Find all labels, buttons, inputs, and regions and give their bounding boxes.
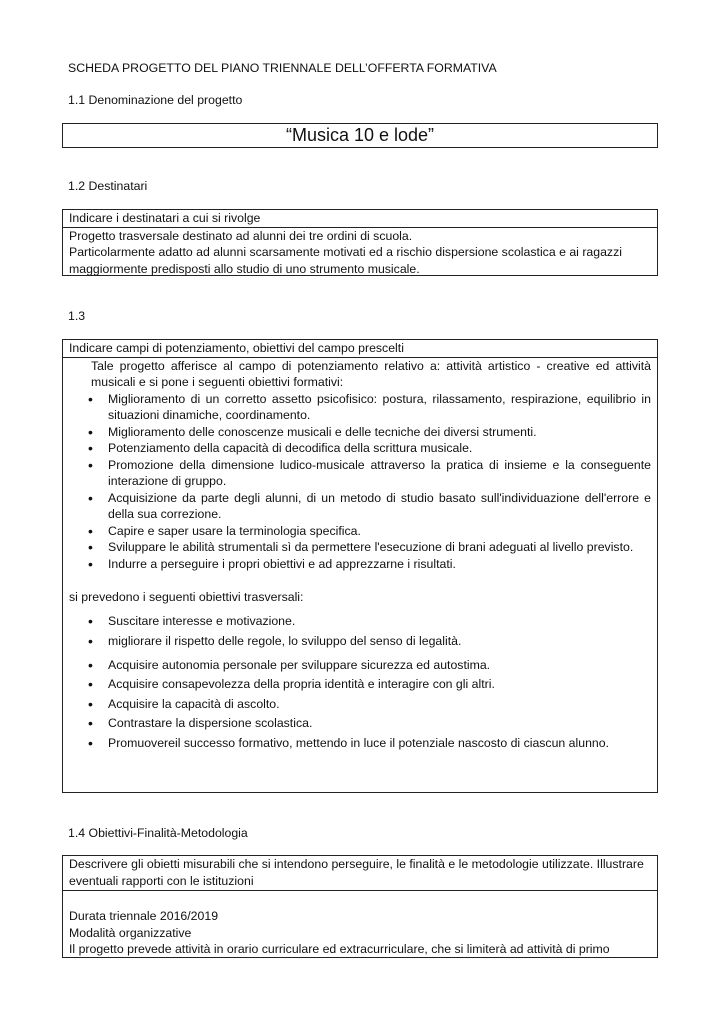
transversal-item: • Promuovereil successo formativo, mettendo in luce il potenziale nascosto di ciascun alunno. [63, 735, 651, 752]
enhancement-table [62, 339, 658, 793]
section-1-3-label: 1.3 [68, 309, 86, 323]
enhancement-header: Indicare campi di potenziamento, obiettivi del campo prescelti [63, 340, 657, 358]
transversal-item: • Acquisire autonomia personale per sviluppare sicurezza ed autostima. [63, 657, 651, 674]
section-1-2-label: 1.2 Destinatari [68, 179, 148, 193]
transversal-item: • Suscitare interesse e motivazione. [63, 613, 651, 630]
enhancement-intro: Tale progetto afferisce al campo di potenziamento relativo a: attività artistico - creative ed attività musicali e si pone i seguenti obiettivi formativi: [91, 358, 651, 389]
recipients-header: Indicare i destinatari a cui si rivolge [63, 210, 657, 228]
objectives-list [63, 391, 657, 573]
section-1-4-label: 1.4 Obiettivi-Finalità-Metodologia [68, 826, 248, 840]
transversal-item: • Acquisire la capacità di ascolto. [63, 696, 651, 713]
objective-item: • Capire e saper usare la terminologia specifica. [63, 523, 651, 540]
objective-item: • Sviluppare le abilità strumentali sì da permettere l'esecuzione di brani adeguati al livello previsto. [63, 539, 651, 556]
objective-item: • Promozione della dimensione ludico-musicale attraverso la pratica di insieme e la conseguente interazione di gruppo. [63, 457, 651, 490]
objective-item: • Miglioramento di un corretto assetto psicofisico: postura, rilassamento, respirazione, equilibrio in situazioni dinamiche, coordinamento. [63, 391, 651, 424]
objective-item: • Acquisizione da parte degli alunni, di un metodo di studio basato sull'individuazione dell'errore e della sua correzione. [63, 490, 651, 523]
objective-item: • Miglioramento delle conoscenze musicali e delle tecniche dei diversi strumenti. [63, 424, 651, 441]
objective-item: • Potenziamento della capacità di decodifica della scrittura musicale. [63, 440, 651, 457]
transversal-item: • migliorare il rispetto delle regole, lo sviluppo del senso di legalità. [63, 633, 651, 650]
objectives-table [62, 855, 658, 958]
document-title: SCHEDA PROGETTO DEL PIANO TRIENNALE DELL’OFFERTA FORMATIVA [68, 61, 497, 75]
recipients-table [62, 209, 658, 276]
transversal-item: • Contrastare la dispersione scolastica. [63, 715, 651, 732]
recipients-line-1: Progetto trasversale destinato ad alunni dei tre ordini di scuola. [69, 228, 413, 243]
transversal-item: • Acquisire consapevolezza della propria identità e interagire con gli altri. [63, 676, 651, 693]
duration: Durata triennale 2016/2019 [69, 909, 219, 923]
organization-text: Il progetto prevede attività in orario curriculare ed extracurriculare, che si limiterà ad attività di primo [69, 942, 610, 956]
recipients-line-2: Particolarmente adatto ad alunni scarsamente motivati ed a rischio dispersione scolastica e ai ragazzi maggiormente predisposti allo studio di uno strumento musicale. [69, 245, 622, 276]
section-1-1-label: 1.1 Denominazione del progetto [68, 93, 243, 107]
project-name-box [62, 123, 658, 148]
objectives-header: Descrivere gli obietti misurabili che si intendono perseguire, le finalità e le metodologie utilizzate. Illustrare eventuali rapporti con le istituzioni [63, 856, 657, 891]
transversal-list [63, 613, 657, 752]
project-name: “Musica 10 e lode” [285, 125, 435, 145]
transversal-intro: si prevedono i seguenti obiettivi trasversali: [69, 590, 304, 604]
organization-label: Modalità organizzative [69, 925, 192, 940]
objective-item: • Indurre a perseguire i propri obiettivi e ad apprezzarne i risultati. [63, 556, 651, 573]
